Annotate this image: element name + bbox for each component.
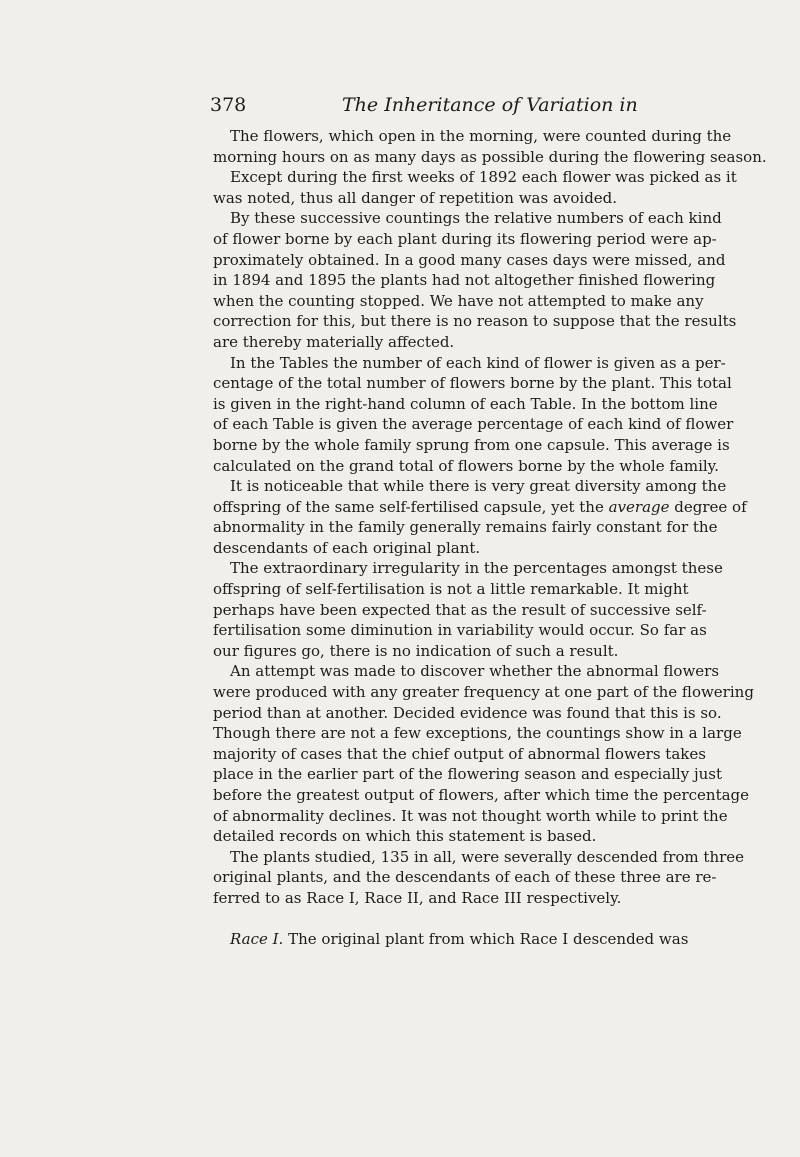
emphasis-text: average bbox=[608, 497, 670, 516]
text-line: was noted, thus all danger of repetition was avoided. bbox=[213, 188, 618, 207]
text-line: Though there are not a few exceptions, the countings show in a large bbox=[213, 724, 742, 743]
page-number: 378 bbox=[210, 94, 247, 116]
body-text bbox=[213, 126, 767, 949]
text-line: detailed records on which this statement is based. bbox=[213, 827, 597, 846]
running-title: The Inheritance of Variation in bbox=[342, 94, 638, 116]
text-line: of flower borne by each plant during its flowering period were ap- bbox=[213, 229, 717, 248]
text-line: By these successive countings the relative numbers of each kind bbox=[230, 209, 722, 228]
page-header bbox=[210, 93, 638, 123]
text-line: Except during the first weeks of 1892 each flower was picked as it bbox=[230, 168, 737, 187]
text-line: of each Table is given the average percentage of each kind of flower bbox=[213, 415, 734, 434]
race-heading: Race I. bbox=[230, 929, 284, 948]
text-line: calculated on the grand total of flowers borne by the whole family. bbox=[213, 456, 719, 475]
text-line: perhaps have been expected that as the result of successive self- bbox=[213, 600, 707, 619]
text-line: in 1894 and 1895 the plants had not altogether finished flowering bbox=[213, 271, 716, 290]
text-line: ferred to as Race I, Race II, and Race III respectively. bbox=[213, 888, 622, 907]
text-line: It is noticeable that while there is very great diversity among the bbox=[230, 477, 727, 496]
text-line: The plants studied, 135 in all, were severally descended from three bbox=[230, 847, 745, 866]
text-line: majority of cases that the chief output of abnormal flowers takes bbox=[213, 744, 706, 763]
text-line: borne by the whole family sprung from one capsule. This average is bbox=[213, 435, 730, 454]
text-line: were produced with any greater frequency at one part of the flowering bbox=[213, 683, 754, 702]
text-line: our figures go, there is no indication of such a result. bbox=[213, 641, 619, 660]
text-line bbox=[213, 497, 747, 518]
text-line: offspring of self-fertilisation is not a little remarkable. It might bbox=[213, 580, 689, 599]
text-line: are thereby materially affected. bbox=[213, 332, 455, 351]
text-line: abnormality in the family generally remains fairly constant for the bbox=[213, 518, 718, 537]
text-line: descendants of each original plant. bbox=[213, 538, 481, 557]
race-section-line bbox=[213, 929, 689, 950]
text-line: period than at another. Decided evidence was found that this is so. bbox=[213, 703, 722, 722]
text-line: original plants, and the descendants of each of these three are re- bbox=[213, 868, 717, 887]
text-line: The extraordinary irregularity in the percentages amongst these bbox=[230, 559, 723, 578]
text-line: The flowers, which open in the morning, were counted during the bbox=[230, 127, 732, 145]
text-line: of abnormality declines. It was not thought worth while to print the bbox=[213, 806, 728, 825]
text-line: In the Tables the number of each kind of flower is given as a per- bbox=[230, 353, 726, 372]
text-line: is given in the right-hand column of each Table. In the bottom line bbox=[213, 394, 718, 413]
text-segment: degree of bbox=[669, 497, 747, 516]
race-text: The original plant from which Race I descended was bbox=[283, 929, 689, 948]
text-line: when the counting stopped. We have not attempted to make any bbox=[213, 291, 704, 310]
text-line: morning hours on as many days as possible during the flowering season. bbox=[213, 147, 767, 166]
text-line: fertilisation some diminution in variability would occur. So far as bbox=[213, 621, 707, 640]
text-line: proximately obtained. In a good many cases days were missed, and bbox=[213, 250, 726, 269]
paragraph-gap bbox=[213, 909, 629, 929]
text-segment: offspring of the same self-fertilised capsule, yet the bbox=[213, 497, 609, 516]
text-line: before the greatest output of flowers, after which time the percentage bbox=[213, 786, 750, 804]
text-line: centage of the total number of flowers borne by the plant. This total bbox=[213, 374, 732, 393]
text-line: An attempt was made to discover whether the abnormal flowers bbox=[230, 662, 720, 681]
text-line: place in the earlier part of the flowering season and especially just bbox=[213, 765, 723, 784]
text-line: correction for this, but there is no reason to suppose that the results bbox=[213, 312, 737, 331]
